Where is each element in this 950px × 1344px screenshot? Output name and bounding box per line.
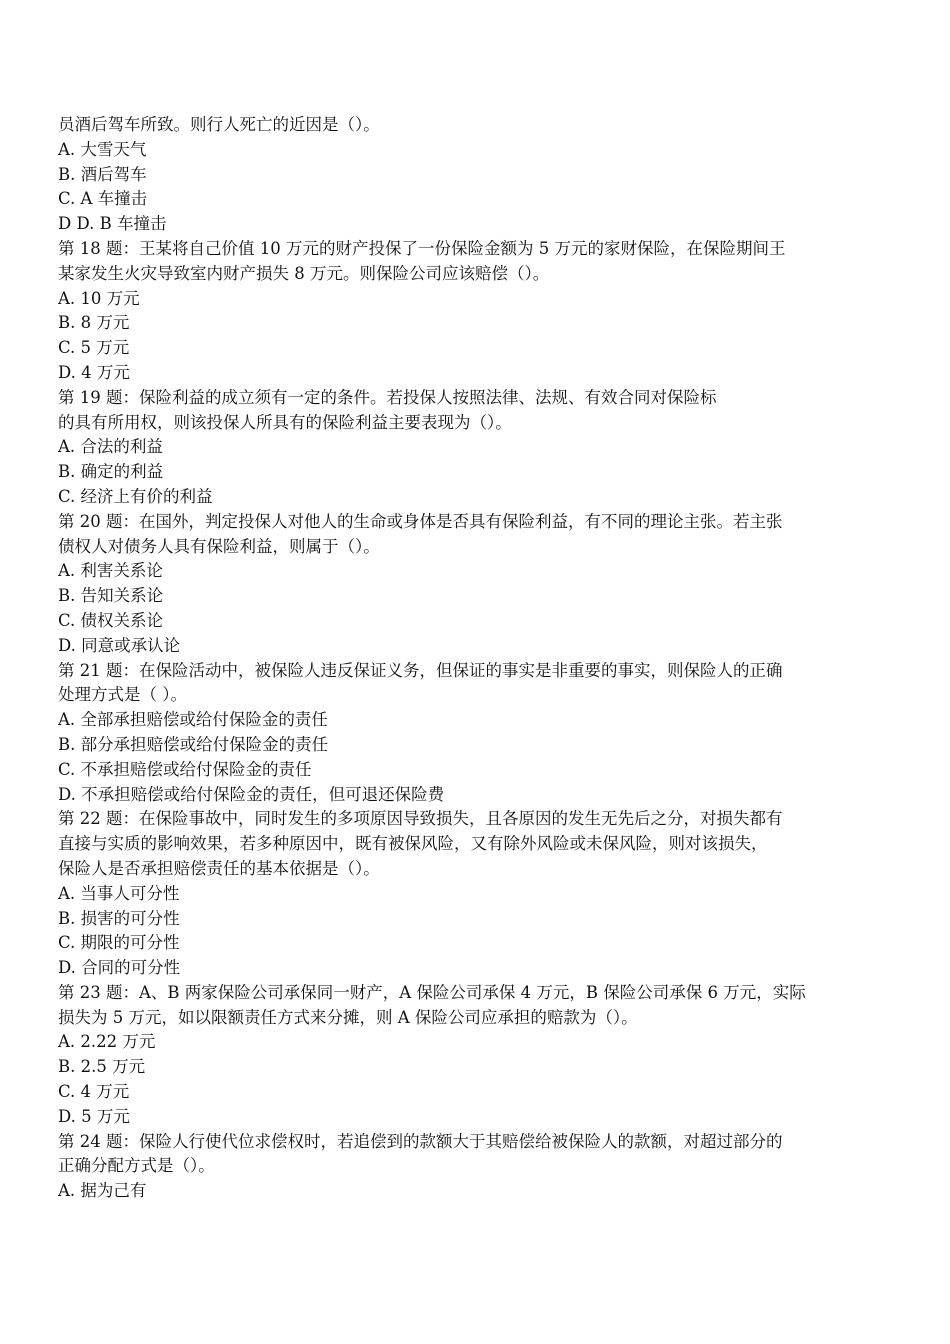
question-line: 的具有所用权，则该投保人所具有的保险利益主要表现为（）。 xyxy=(58,412,512,432)
question-line: 直接与实质的影响效果，若多种原因中，既有被保风险，又有除外风险或未保风险，则对该损失， xyxy=(58,834,768,854)
question-line: 第 22 题：在保险事故中，同时发生的多项原因导致损失，且各原因的发生无先后之分，对损失都有 xyxy=(58,809,783,829)
option-line: D D. B 车撞击 xyxy=(58,214,167,234)
option-line: C. 期限的可分性 xyxy=(58,933,180,953)
option-line: B. 8 万元 xyxy=(58,313,130,333)
option-line: D. 4 万元 xyxy=(58,362,130,382)
option-line: B. 损害的可分性 xyxy=(58,908,180,928)
question-line: 第 19 题：保险利益的成立须有一定的条件。若投保人按照法律、法规、有效合同对保险标 xyxy=(58,387,717,407)
option-line: C. 不承担赔偿或给付保险金的责任 xyxy=(58,759,312,779)
option-line: D. 5 万元 xyxy=(58,1106,130,1126)
option-line: B. 确定的利益 xyxy=(58,462,164,482)
option-line: C. 4 万元 xyxy=(58,1082,130,1102)
option-line: D. 同意或承认论 xyxy=(58,635,181,655)
option-line: A. 10 万元 xyxy=(58,288,140,308)
option-line: A. 利害关系论 xyxy=(58,561,163,581)
option-line: D. 不承担赔偿或给付保险金的责任，但可退还保险费 xyxy=(58,784,445,804)
option-line: A. 当事人可分性 xyxy=(58,883,180,903)
document-page xyxy=(58,113,888,1204)
question-line: 第 21 题：在保险活动中，被保险人违反保证义务，但保证的事实是非重要的事实，则保险人的正确 xyxy=(58,660,783,680)
question-line: 保险人是否承担赔偿责任的基本依据是（）。 xyxy=(58,858,380,878)
option-line: C. 经济上有价的利益 xyxy=(58,486,213,506)
option-line: C. 5 万元 xyxy=(58,338,130,358)
question-line: 第 23 题：A、B 两家保险公司承保同一财产，A 保险公司承保 4 万元，B 保险公司承保 6 万元，实际 xyxy=(58,982,806,1002)
option-line: C. A 车撞击 xyxy=(58,189,148,209)
option-line: A. 据为己有 xyxy=(58,1181,147,1201)
option-line: A. 2.22 万元 xyxy=(58,1032,156,1052)
option-line: B. 部分承担赔偿或给付保险金的责任 xyxy=(58,734,329,754)
question-line: 第 20 题：在国外，判定投保人对他人的生命或身体是否具有保险利益，有不同的理论主张。若主张 xyxy=(58,511,783,531)
question-line: 损失为 5 万元，如以限额责任方式来分摊，则 A 保险公司应承担的赔款为（）。 xyxy=(58,1007,638,1027)
question-line: 某家发生火灾导致室内财产损失 8 万元。则保险公司应该赔偿（）。 xyxy=(58,263,550,283)
option-line: B. 告知关系论 xyxy=(58,586,164,606)
question-line: 处理方式是（ ）。 xyxy=(58,685,187,705)
option-line: A. 合法的利益 xyxy=(58,437,163,457)
option-line: C. 债权关系论 xyxy=(58,610,164,630)
question-line: 第 24 题：保险人行使代位求偿权时，若追偿到的款额大于其赔偿给被保险人的款额，对超过部分的 xyxy=(58,1131,783,1151)
option-line: A. 全部承担赔偿或给付保险金的责任 xyxy=(58,710,328,730)
option-line: B. 2.5 万元 xyxy=(58,1057,146,1077)
question-line: 债权人对债务人具有保险利益，则属于（）。 xyxy=(58,536,380,556)
question-line: 正确分配方式是（）。 xyxy=(58,1156,215,1176)
option-line: B. 酒后驾车 xyxy=(58,164,147,184)
option-line: A. 大雪天气 xyxy=(58,139,147,159)
text-line: 员酒后驾车所致。则行人死亡的近因是（）。 xyxy=(58,115,380,134)
question-line: 第 18 题：王某将自己价值 10 万元的财产投保了一份保险金额为 5 万元的家财保险，在保险期间王 xyxy=(58,238,786,258)
option-line: D. 合同的可分性 xyxy=(58,958,181,978)
